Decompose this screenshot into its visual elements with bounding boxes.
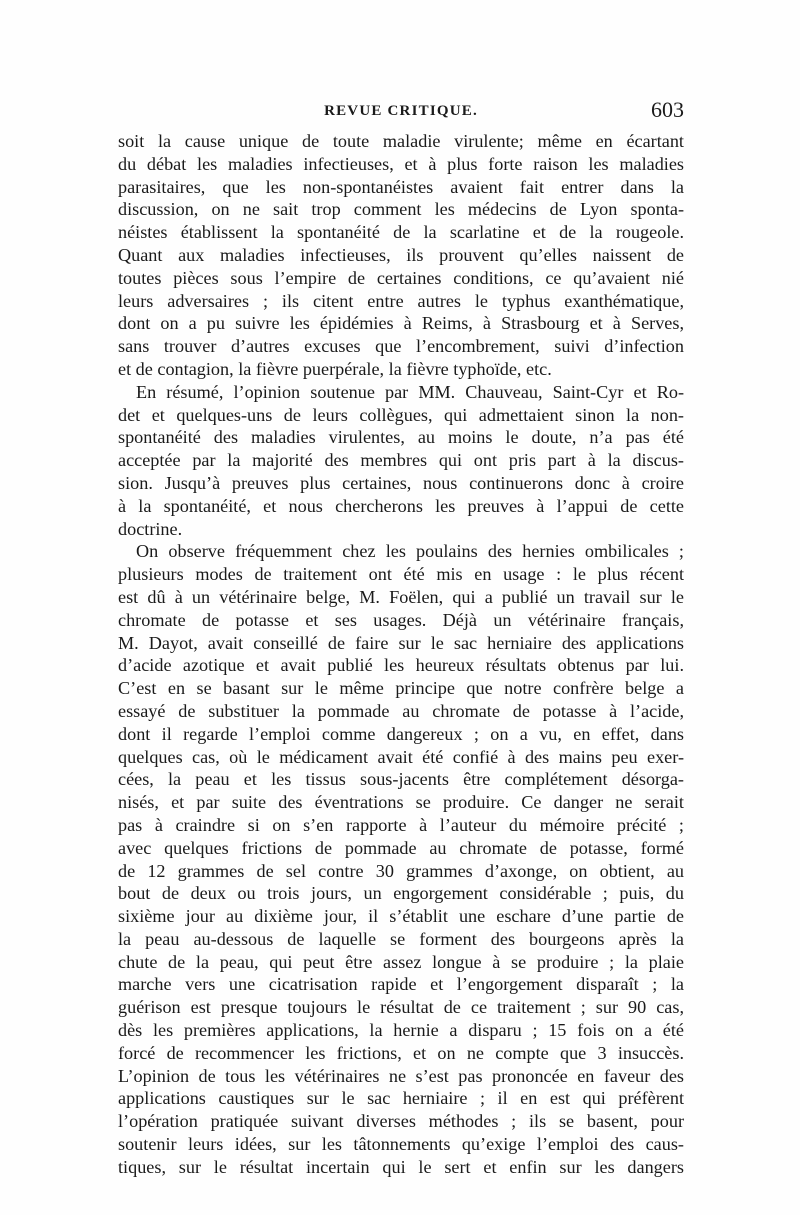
- text-line: plusieurs modes de traitement ont été mis en usage : le plus récent: [118, 564, 684, 585]
- text-line: C’est en se basant sur le même principe que notre confrère belge a: [118, 678, 684, 699]
- text-line: sans trouver d’autres excuses que l’encombrement, suivi d’infection: [118, 336, 684, 357]
- text-line: bout de deux ou trois jours, un engorgement considérable ; puis, du: [118, 883, 684, 904]
- text-line: applications caustiques sur le sac herniaire ; il en est qui préfèrent: [118, 1088, 684, 1109]
- text-line: avec quelques frictions de pommade au chromate de potasse, formé: [118, 837, 684, 858]
- text-line: doctrine.: [118, 518, 183, 539]
- text-line: chromate de potasse et ses usages. Déjà un vétérinaire français,: [118, 609, 684, 630]
- text-line: On observe fréquemment chez les poulains des hernies ombilicales ;: [136, 541, 684, 562]
- text-line: nisés, et par suite des éventrations se produire. Ce danger ne serait: [118, 792, 684, 813]
- text-line: soit la cause unique de toute maladie virulente; même en écartant: [118, 131, 684, 151]
- text-line: toutes pièces sous l’empire de certaines conditions, ce qu’avaient nié: [118, 267, 684, 288]
- running-title: REVUE CRITIQUE.: [324, 103, 478, 119]
- page-header: [118, 97, 684, 127]
- body-text: [118, 130, 684, 1179]
- text-line: d’acide azotique et avait publié les heureux résultats obtenus par lui.: [118, 655, 684, 676]
- text-line: M. Dayot, avait conseillé de faire sur le sac herniaire des applications: [118, 632, 684, 653]
- text-line: de 12 grammes de sel contre 30 grammes d’axonge, on obtient, au: [118, 860, 684, 881]
- text-line: pas à craindre si on s’en rapporte à l’auteur du mémoire précité ;: [118, 814, 684, 835]
- text-line: la peau au-dessous de laquelle se forment des bourgeons après la: [118, 928, 684, 949]
- text-line: quelques cas, où le médicament avait été confié à des mains peu exer-: [118, 746, 684, 767]
- text-line: essayé de substituer la pommade au chromate de potasse à l’acide,: [118, 700, 684, 721]
- text-line: parasitaires, que les non-spontanéistes avaient fait entrer dans la: [118, 176, 684, 197]
- text-line: det et quelques-uns de leurs collègues, qui admettaient sinon la non-: [118, 404, 684, 425]
- text-line: tiques, sur le résultat incertain qui le sert et enfin sur les dangers: [118, 1156, 684, 1177]
- text-line: L’opinion de tous les vétérinaires ne s’est pas prononcée en faveur des: [118, 1065, 684, 1086]
- text-line: à la spontanéité, et nous chercherons les preuves à l’appui de cette: [118, 495, 684, 516]
- text-line: l’opération pratiquée suivant diverses méthodes ; ils se basent, pour: [118, 1111, 684, 1132]
- text-line: est dû à un vétérinaire belge, M. Foëlen, qui a publié un travail sur le: [118, 586, 684, 607]
- text-line: chute de la peau, qui peut être assez longue à se produire ; la plaie: [118, 951, 684, 972]
- text-line: Quant aux maladies infectieuses, ils prouvent qu’elles naissent de: [118, 244, 684, 265]
- text-line: dont on a pu suivre les épidémies à Reims, à Strasbourg et à Serves,: [118, 313, 684, 334]
- text-line: soutenir leurs idées, sur les tâtonnements qu’exige l’emploi des caus-: [118, 1134, 684, 1155]
- text-line: sixième jour au dixième jour, il s’établit une eschare d’une partie de: [118, 906, 684, 927]
- text-line: néistes établissent la spontanéité de la scarlatine et de la rougeole.: [118, 222, 684, 243]
- text-line: sion. Jusqu’à preuves plus certaines, nous continuerons donc à croire: [118, 472, 684, 493]
- text-line: du débat les maladies infectieuses, et à plus forte raison les maladies: [118, 153, 684, 174]
- text-line: discussion, on ne sait trop comment les médecins de Lyon sponta-: [118, 199, 684, 220]
- text-line: dont il regarde l’emploi comme dangereux ; on a vu, en effet, dans: [118, 723, 684, 744]
- text-line: forcé de recommencer les frictions, et on ne compte que 3 insuccès.: [118, 1042, 684, 1063]
- text-line: et de contagion, la fièvre puerpérale, la fièvre typhoïde, etc.: [118, 358, 552, 379]
- text-line: spontanéité des maladies virulentes, au moins le doute, n’a pas été: [118, 427, 684, 448]
- text-line: guérison est presque toujours le résultat de ce traitement ; sur 90 cas,: [118, 997, 684, 1018]
- text-line: dès les premières applications, la hernie a disparu ; 15 fois on a été: [118, 1020, 684, 1041]
- page-number: 603: [651, 97, 684, 122]
- text-line: marche vers une cicatrisation rapide et l’engorgement disparaît ; la: [118, 974, 684, 995]
- text-line: acceptée par la majorité des membres qui ont pris part à la discus-: [118, 450, 684, 471]
- text-line: En résumé, l’opinion soutenue par MM. Chauveau, Saint-Cyr et Ro-: [136, 381, 684, 402]
- text-line: cées, la peau et les tissus sous-jacents être complétement désorga-: [118, 769, 684, 790]
- text-line: leurs adversaires ; ils citent entre autres le typhus exanthématique,: [118, 290, 684, 311]
